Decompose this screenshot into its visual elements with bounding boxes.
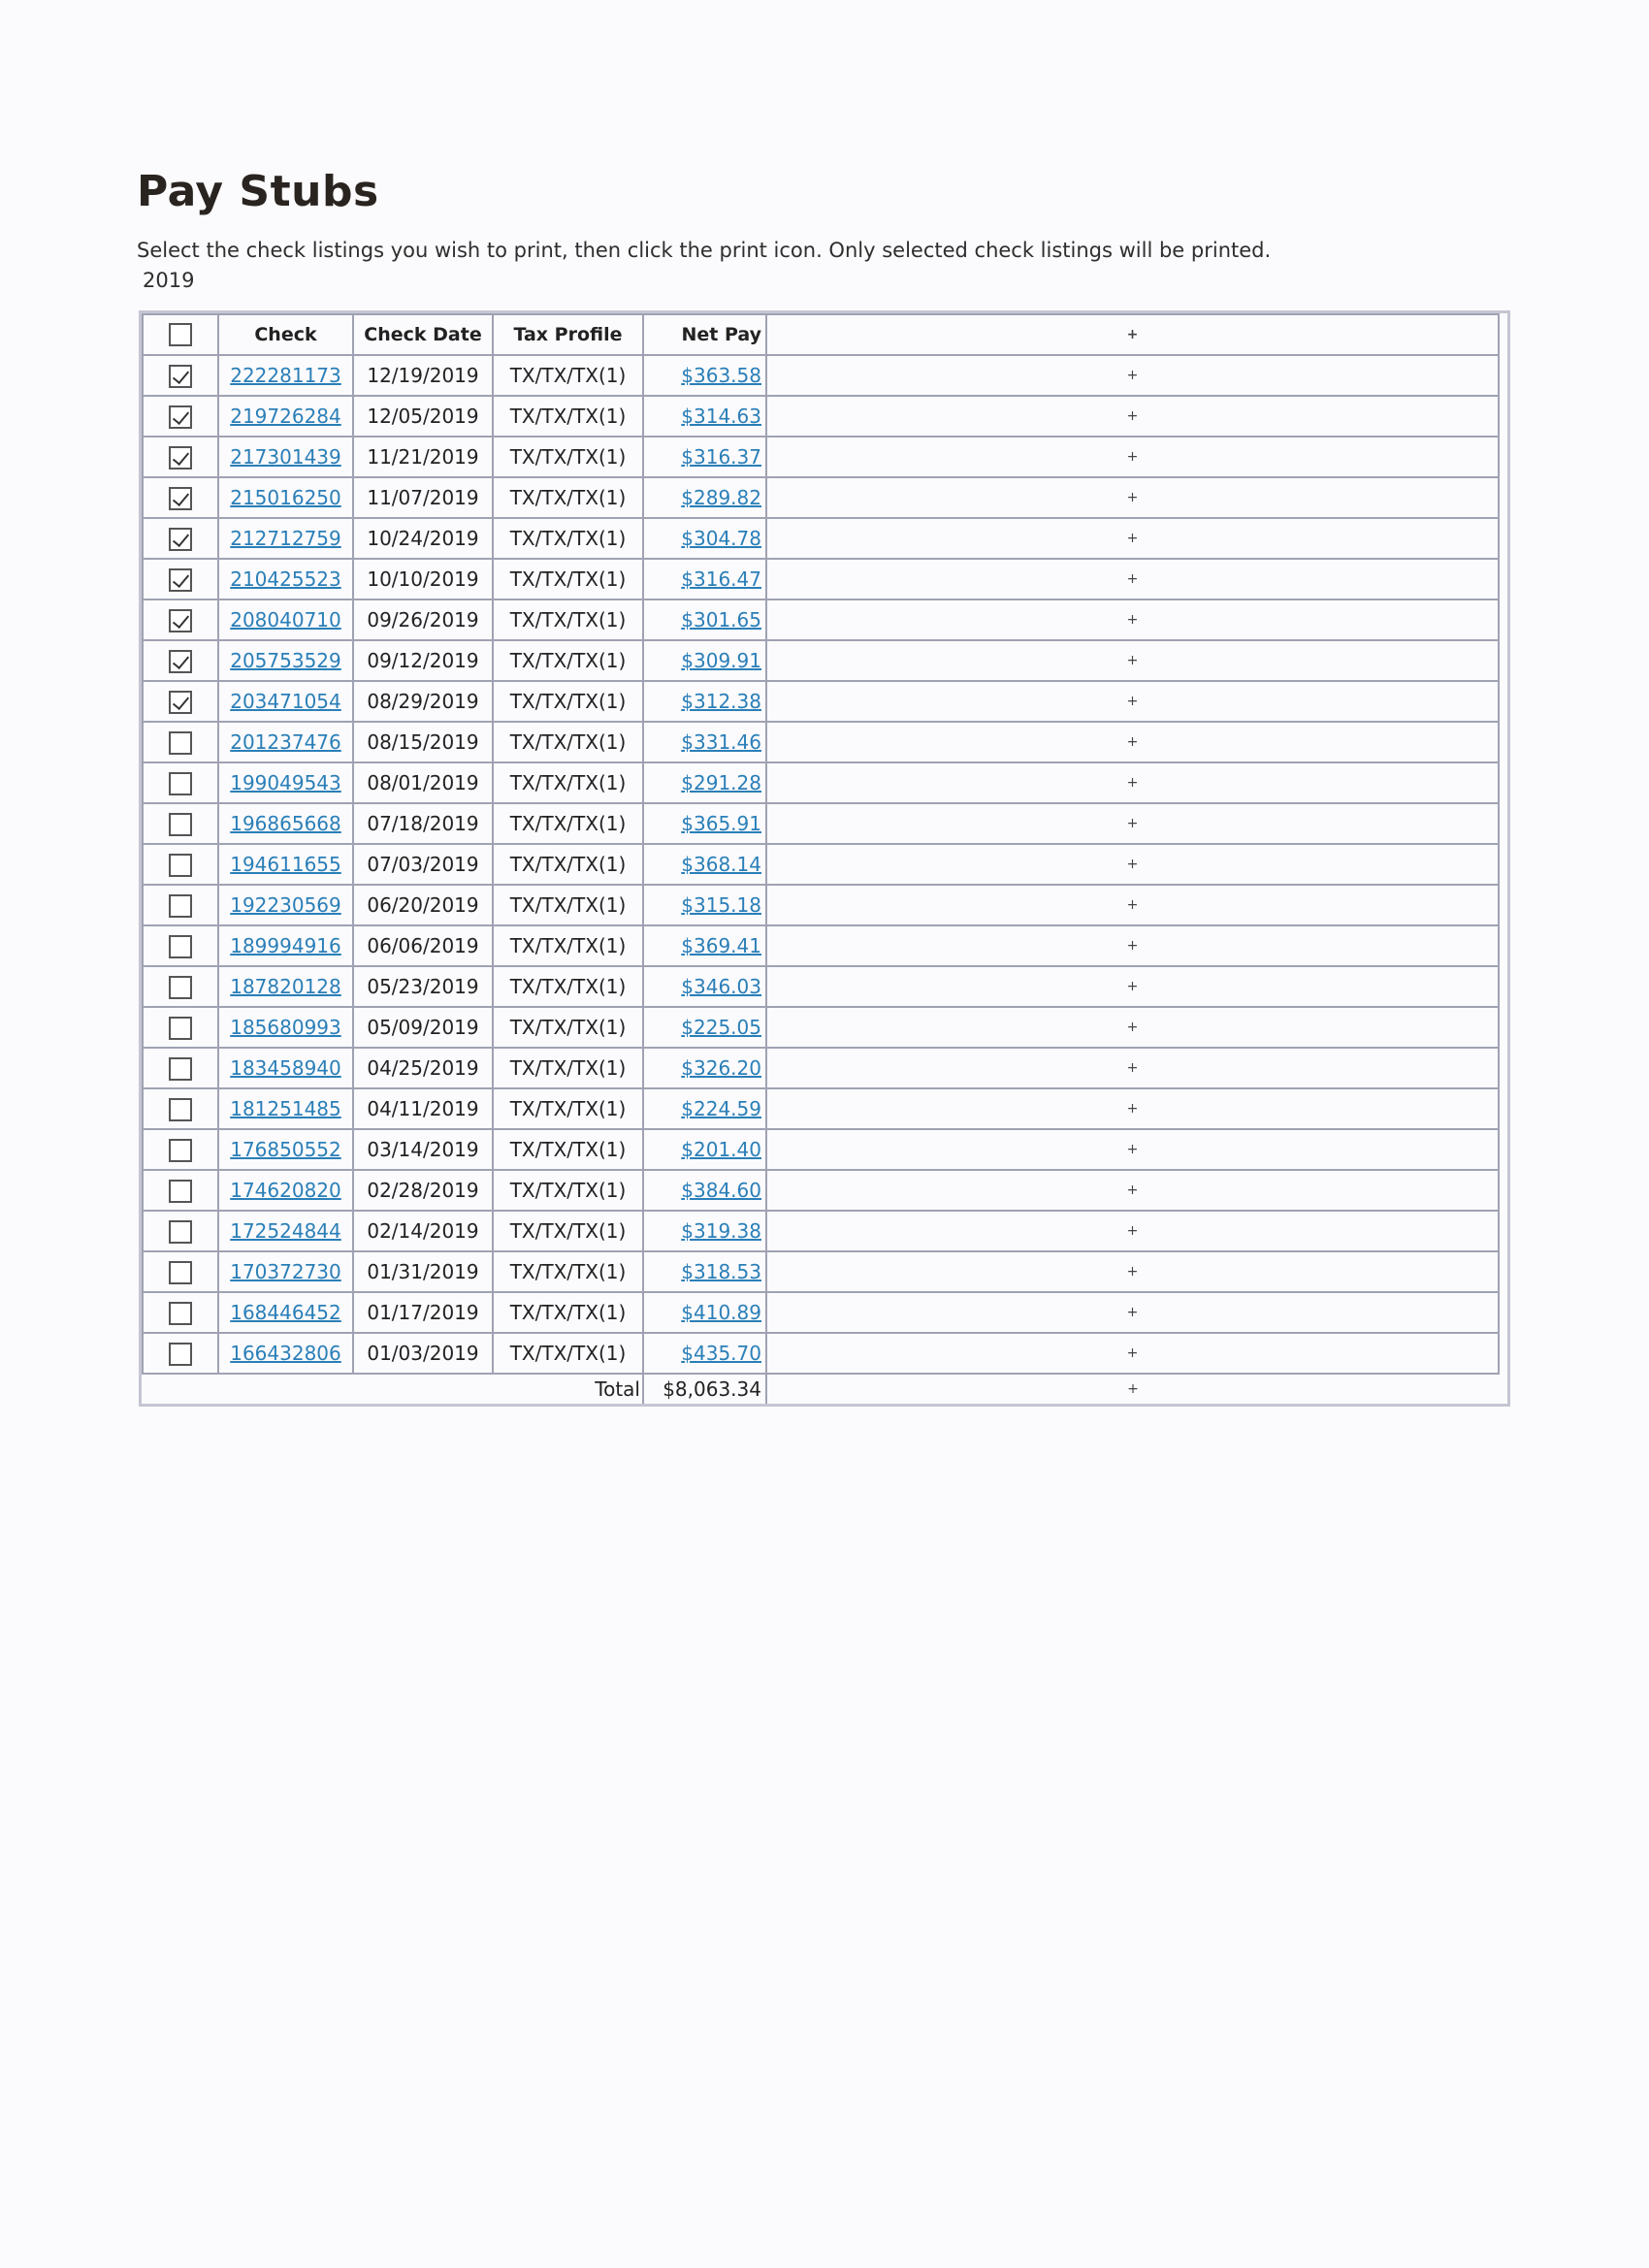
net-pay-link[interactable]: $225.05 bbox=[681, 1016, 761, 1039]
table-row bbox=[143, 640, 1499, 681]
check-number-cell bbox=[218, 1088, 353, 1129]
row-checkbox[interactable] bbox=[169, 1139, 192, 1162]
row-expand-icon[interactable]: + bbox=[766, 559, 1499, 599]
net-pay-cell bbox=[643, 1211, 766, 1251]
tax-profile-cell: TX/TX/TX(1) bbox=[493, 1007, 643, 1048]
table-row bbox=[143, 599, 1499, 640]
check-number-cell bbox=[218, 762, 353, 803]
net-pay-cell bbox=[643, 396, 766, 437]
table-row bbox=[143, 925, 1499, 966]
table-row bbox=[143, 1211, 1499, 1251]
net-pay-link[interactable]: $331.46 bbox=[681, 730, 761, 754]
table-row bbox=[143, 1088, 1499, 1129]
net-pay-link[interactable]: $368.14 bbox=[681, 853, 761, 876]
net-pay-cell bbox=[643, 477, 766, 518]
check-number-link[interactable]: 217301439 bbox=[230, 445, 341, 469]
tax-profile-cell: TX/TX/TX(1) bbox=[493, 1048, 643, 1088]
net-pay-link[interactable]: $312.38 bbox=[681, 690, 761, 713]
row-expand-icon[interactable]: + bbox=[766, 437, 1499, 477]
row-checkbox[interactable] bbox=[169, 894, 192, 918]
tax-profile-cell: TX/TX/TX(1) bbox=[493, 1251, 643, 1292]
row-checkbox[interactable] bbox=[169, 976, 192, 999]
tax-profile-cell: TX/TX/TX(1) bbox=[493, 925, 643, 966]
net-pay-link[interactable]: $384.60 bbox=[681, 1179, 761, 1202]
net-pay-cell bbox=[643, 722, 766, 762]
row-checkbox[interactable] bbox=[169, 813, 192, 836]
row-checkbox[interactable] bbox=[169, 731, 192, 755]
check-number-link[interactable]: 192230569 bbox=[230, 893, 341, 917]
check-number-link[interactable]: 201237476 bbox=[230, 730, 341, 754]
table-row bbox=[143, 762, 1499, 803]
check-date-cell: 02/14/2019 bbox=[353, 1211, 493, 1251]
check-number-link[interactable]: 187820128 bbox=[230, 975, 341, 998]
net-pay-cell bbox=[643, 762, 766, 803]
row-select-cell bbox=[143, 1333, 218, 1374]
row-expand-icon[interactable]: + bbox=[766, 1211, 1499, 1251]
check-date-cell: 11/21/2019 bbox=[353, 437, 493, 477]
row-select-cell bbox=[143, 1211, 218, 1251]
check-number-link[interactable]: 212712759 bbox=[230, 527, 341, 550]
row-expand-icon[interactable]: + bbox=[766, 681, 1499, 722]
check-date-cell: 05/23/2019 bbox=[353, 966, 493, 1007]
table-row bbox=[143, 844, 1499, 885]
row-checkbox[interactable] bbox=[169, 650, 192, 673]
net-pay-link[interactable]: $201.40 bbox=[681, 1138, 761, 1161]
row-select-cell bbox=[143, 355, 218, 396]
net-pay-cell bbox=[643, 355, 766, 396]
row-expand-icon[interactable]: + bbox=[766, 1088, 1499, 1129]
tax-profile-cell: TX/TX/TX(1) bbox=[493, 681, 643, 722]
row-checkbox[interactable] bbox=[169, 528, 192, 551]
net-pay-cell bbox=[643, 681, 766, 722]
row-expand-icon[interactable]: + bbox=[766, 355, 1499, 396]
net-pay-link[interactable]: $363.58 bbox=[681, 364, 761, 387]
tax-profile-cell: TX/TX/TX(1) bbox=[493, 477, 643, 518]
net-pay-cell bbox=[643, 925, 766, 966]
check-date-cell: 03/14/2019 bbox=[353, 1129, 493, 1170]
row-checkbox[interactable] bbox=[169, 487, 192, 510]
table-row bbox=[143, 1129, 1499, 1170]
total-row bbox=[143, 1374, 1499, 1404]
year-label: 2019 bbox=[143, 269, 195, 292]
tax-profile-cell: TX/TX/TX(1) bbox=[493, 966, 643, 1007]
table-row bbox=[143, 518, 1499, 559]
row-select-cell bbox=[143, 844, 218, 885]
row-expand-icon[interactable]: + bbox=[766, 1170, 1499, 1211]
total-value: $8,063.34 bbox=[643, 1374, 766, 1404]
row-expand-icon[interactable]: + bbox=[766, 966, 1499, 1007]
row-select-cell bbox=[143, 1048, 218, 1088]
check-number-link[interactable]: 215016250 bbox=[230, 486, 341, 509]
tax-profile-cell: TX/TX/TX(1) bbox=[493, 1170, 643, 1211]
row-checkbox[interactable] bbox=[169, 1098, 192, 1121]
net-pay-cell bbox=[643, 1007, 766, 1048]
check-date-cell: 04/11/2019 bbox=[353, 1088, 493, 1129]
net-pay-link[interactable]: $369.41 bbox=[681, 934, 761, 957]
row-checkbox[interactable] bbox=[169, 1220, 192, 1244]
check-number-link[interactable]: 174620820 bbox=[230, 1179, 341, 1202]
row-checkbox[interactable] bbox=[169, 365, 192, 388]
check-date-cell: 01/17/2019 bbox=[353, 1292, 493, 1333]
check-number-cell bbox=[218, 1007, 353, 1048]
check-date-cell: 02/28/2019 bbox=[353, 1170, 493, 1211]
check-number-cell bbox=[218, 396, 353, 437]
row-select-cell bbox=[143, 396, 218, 437]
header-expand-icon[interactable]: + bbox=[766, 314, 1499, 355]
table-row bbox=[143, 1007, 1499, 1048]
check-number-cell bbox=[218, 437, 353, 477]
check-number-cell bbox=[218, 559, 353, 599]
net-pay-link[interactable]: $365.91 bbox=[681, 812, 761, 835]
row-checkbox[interactable] bbox=[169, 854, 192, 877]
check-date-cell: 12/05/2019 bbox=[353, 396, 493, 437]
row-select-cell bbox=[143, 518, 218, 559]
tax-profile-cell: TX/TX/TX(1) bbox=[493, 1088, 643, 1129]
row-expand-icon[interactable]: + bbox=[766, 518, 1499, 559]
table-row bbox=[143, 477, 1499, 518]
net-pay-link[interactable]: $315.18 bbox=[681, 893, 761, 917]
check-number-cell bbox=[218, 1333, 353, 1374]
row-checkbox[interactable] bbox=[169, 446, 192, 470]
row-expand-icon[interactable]: + bbox=[766, 762, 1499, 803]
check-number-link[interactable]: 183458940 bbox=[230, 1056, 341, 1080]
check-number-cell bbox=[218, 1129, 353, 1170]
tax-profile-cell: TX/TX/TX(1) bbox=[493, 1129, 643, 1170]
row-checkbox[interactable] bbox=[169, 1017, 192, 1040]
tax-profile-cell: TX/TX/TX(1) bbox=[493, 437, 643, 477]
check-number-cell bbox=[218, 925, 353, 966]
check-number-link[interactable]: 168446452 bbox=[230, 1301, 341, 1324]
header-net-pay[interactable]: Net Pay bbox=[643, 314, 766, 355]
check-date-cell: 09/26/2019 bbox=[353, 599, 493, 640]
row-checkbox[interactable] bbox=[169, 1343, 192, 1366]
row-expand-icon[interactable]: + bbox=[766, 640, 1499, 681]
net-pay-cell bbox=[643, 1048, 766, 1088]
row-expand-icon[interactable]: + bbox=[766, 925, 1499, 966]
table-row bbox=[143, 885, 1499, 925]
row-checkbox[interactable] bbox=[169, 609, 192, 632]
net-pay-cell bbox=[643, 559, 766, 599]
tax-profile-cell: TX/TX/TX(1) bbox=[493, 640, 643, 681]
check-number-cell bbox=[218, 355, 353, 396]
check-date-cell: 07/03/2019 bbox=[353, 844, 493, 885]
check-date-cell: 08/01/2019 bbox=[353, 762, 493, 803]
row-expand-icon[interactable]: + bbox=[766, 1333, 1499, 1374]
net-pay-link[interactable]: $319.38 bbox=[681, 1219, 761, 1243]
tax-profile-cell: TX/TX/TX(1) bbox=[493, 762, 643, 803]
row-expand-icon[interactable]: + bbox=[766, 1251, 1499, 1292]
row-select-cell bbox=[143, 803, 218, 844]
check-number-cell bbox=[218, 1292, 353, 1333]
check-number-cell bbox=[218, 518, 353, 559]
net-pay-cell bbox=[643, 1251, 766, 1292]
check-date-cell: 01/31/2019 bbox=[353, 1251, 493, 1292]
net-pay-cell bbox=[643, 437, 766, 477]
net-pay-cell bbox=[643, 1170, 766, 1211]
tax-profile-cell: TX/TX/TX(1) bbox=[493, 844, 643, 885]
table-row bbox=[143, 681, 1499, 722]
row-expand-icon[interactable]: + bbox=[766, 477, 1499, 518]
row-select-cell bbox=[143, 559, 218, 599]
row-checkbox[interactable] bbox=[169, 772, 192, 795]
row-select-cell bbox=[143, 762, 218, 803]
row-select-cell bbox=[143, 1170, 218, 1211]
row-expand-icon[interactable]: + bbox=[766, 885, 1499, 925]
net-pay-link[interactable]: $309.91 bbox=[681, 649, 761, 672]
row-select-cell bbox=[143, 1292, 218, 1333]
row-select-cell bbox=[143, 925, 218, 966]
header-check[interactable]: Check bbox=[218, 314, 353, 355]
check-number-link[interactable]: 172524844 bbox=[230, 1219, 341, 1243]
page-title: Pay Stubs bbox=[137, 167, 379, 216]
tax-profile-cell: TX/TX/TX(1) bbox=[493, 1211, 643, 1251]
net-pay-link[interactable]: $291.28 bbox=[681, 771, 761, 794]
net-pay-cell bbox=[643, 966, 766, 1007]
check-number-link[interactable]: 194611655 bbox=[230, 853, 341, 876]
check-date-cell: 06/20/2019 bbox=[353, 885, 493, 925]
check-date-cell: 09/12/2019 bbox=[353, 640, 493, 681]
header-check-date[interactable]: Check Date bbox=[353, 314, 493, 355]
check-date-cell: 08/29/2019 bbox=[353, 681, 493, 722]
net-pay-cell bbox=[643, 844, 766, 885]
net-pay-cell bbox=[643, 640, 766, 681]
row-select-cell bbox=[143, 437, 218, 477]
table-row bbox=[143, 559, 1499, 599]
tax-profile-cell: TX/TX/TX(1) bbox=[493, 396, 643, 437]
net-pay-cell bbox=[643, 599, 766, 640]
tax-profile-cell: TX/TX/TX(1) bbox=[493, 803, 643, 844]
table-row bbox=[143, 1170, 1499, 1211]
net-pay-link[interactable]: $435.70 bbox=[681, 1342, 761, 1365]
tax-profile-cell: TX/TX/TX(1) bbox=[493, 518, 643, 559]
check-number-link[interactable]: 189994916 bbox=[230, 934, 341, 957]
tax-profile-cell: TX/TX/TX(1) bbox=[493, 722, 643, 762]
check-number-cell bbox=[218, 966, 353, 1007]
pay-stubs-table bbox=[139, 310, 1510, 1407]
row-select-cell bbox=[143, 599, 218, 640]
check-number-cell bbox=[218, 722, 353, 762]
check-number-link[interactable]: 203471054 bbox=[230, 690, 341, 713]
row-checkbox[interactable] bbox=[169, 1180, 192, 1203]
check-number-link[interactable]: 222281173 bbox=[230, 364, 341, 387]
row-checkbox[interactable] bbox=[169, 1261, 192, 1284]
check-number-cell bbox=[218, 1170, 353, 1211]
net-pay-cell bbox=[643, 1292, 766, 1333]
table-row bbox=[143, 437, 1499, 477]
net-pay-cell bbox=[643, 1333, 766, 1374]
tax-profile-cell: TX/TX/TX(1) bbox=[493, 1292, 643, 1333]
check-number-link[interactable]: 170372730 bbox=[230, 1260, 341, 1283]
check-date-cell: 06/06/2019 bbox=[353, 925, 493, 966]
check-number-link[interactable]: 185680993 bbox=[230, 1016, 341, 1039]
check-date-cell: 04/25/2019 bbox=[353, 1048, 493, 1088]
table-row bbox=[143, 803, 1499, 844]
net-pay-cell bbox=[643, 1088, 766, 1129]
net-pay-cell bbox=[643, 518, 766, 559]
row-select-cell bbox=[143, 1088, 218, 1129]
check-date-cell: 08/15/2019 bbox=[353, 722, 493, 762]
net-pay-link[interactable]: $316.47 bbox=[681, 567, 761, 591]
table-row bbox=[143, 1333, 1499, 1374]
check-date-cell: 11/07/2019 bbox=[353, 477, 493, 518]
instructions-text: Select the check listings you wish to print, then click the print icon. Only selected check listings will be printed. bbox=[137, 239, 1272, 262]
row-select-cell bbox=[143, 885, 218, 925]
total-label: Total bbox=[143, 1374, 643, 1404]
table-row bbox=[143, 1048, 1499, 1088]
net-pay-link[interactable]: $314.63 bbox=[681, 405, 761, 428]
net-pay-link[interactable]: $224.59 bbox=[681, 1097, 761, 1120]
check-date-cell: 01/03/2019 bbox=[353, 1333, 493, 1374]
check-number-cell bbox=[218, 1211, 353, 1251]
check-number-cell bbox=[218, 681, 353, 722]
row-select-cell bbox=[143, 1129, 218, 1170]
net-pay-cell bbox=[643, 1129, 766, 1170]
net-pay-link[interactable]: $301.65 bbox=[681, 608, 761, 632]
row-expand-icon[interactable]: + bbox=[766, 396, 1499, 437]
check-number-link[interactable]: 205753529 bbox=[230, 649, 341, 672]
row-checkbox[interactable] bbox=[169, 935, 192, 958]
net-pay-link[interactable]: $289.82 bbox=[681, 486, 761, 509]
net-pay-cell bbox=[643, 885, 766, 925]
row-select-cell bbox=[143, 1251, 218, 1292]
net-pay-link[interactable]: $318.53 bbox=[681, 1260, 761, 1283]
row-select-cell bbox=[143, 681, 218, 722]
check-date-cell: 05/09/2019 bbox=[353, 1007, 493, 1048]
tax-profile-cell: TX/TX/TX(1) bbox=[493, 355, 643, 396]
check-number-cell bbox=[218, 1048, 353, 1088]
check-date-cell: 10/24/2019 bbox=[353, 518, 493, 559]
check-date-cell: 12/19/2019 bbox=[353, 355, 493, 396]
row-expand-icon[interactable]: + bbox=[766, 1292, 1499, 1333]
check-number-cell bbox=[218, 477, 353, 518]
check-number-cell bbox=[218, 803, 353, 844]
row-expand-icon[interactable]: + bbox=[766, 844, 1499, 885]
check-number-cell bbox=[218, 844, 353, 885]
check-number-link[interactable]: 208040710 bbox=[230, 608, 341, 632]
total-expand-icon[interactable]: + bbox=[766, 1374, 1499, 1404]
table-row bbox=[143, 966, 1499, 1007]
net-pay-link[interactable]: $316.37 bbox=[681, 445, 761, 469]
row-checkbox[interactable] bbox=[169, 691, 192, 714]
net-pay-link[interactable]: $346.03 bbox=[681, 975, 761, 998]
check-number-link[interactable]: 199049543 bbox=[230, 771, 341, 794]
net-pay-link[interactable]: $304.78 bbox=[681, 527, 761, 550]
table-header-row bbox=[143, 314, 1499, 355]
row-select-cell bbox=[143, 477, 218, 518]
select-all-checkbox[interactable] bbox=[169, 323, 192, 346]
tax-profile-cell: TX/TX/TX(1) bbox=[493, 885, 643, 925]
row-select-cell bbox=[143, 640, 218, 681]
row-expand-icon[interactable]: + bbox=[766, 1129, 1499, 1170]
check-number-cell bbox=[218, 599, 353, 640]
check-number-link[interactable]: 166432806 bbox=[230, 1342, 341, 1365]
check-number-cell bbox=[218, 1251, 353, 1292]
tax-profile-cell: TX/TX/TX(1) bbox=[493, 559, 643, 599]
row-checkbox[interactable] bbox=[169, 1302, 192, 1325]
table-row bbox=[143, 355, 1499, 396]
row-checkbox[interactable] bbox=[169, 1057, 192, 1081]
check-date-cell: 10/10/2019 bbox=[353, 559, 493, 599]
table-row bbox=[143, 722, 1499, 762]
check-number-link[interactable]: 196865668 bbox=[230, 812, 341, 835]
row-expand-icon[interactable]: + bbox=[766, 1048, 1499, 1088]
check-number-link[interactable]: 210425523 bbox=[230, 567, 341, 591]
check-number-link[interactable]: 219726284 bbox=[230, 405, 341, 428]
check-number-link[interactable]: 176850552 bbox=[230, 1138, 341, 1161]
row-checkbox[interactable] bbox=[169, 405, 192, 429]
row-select-cell bbox=[143, 1007, 218, 1048]
check-number-link[interactable]: 181251485 bbox=[230, 1097, 341, 1120]
table-row bbox=[143, 396, 1499, 437]
row-expand-icon[interactable]: + bbox=[766, 803, 1499, 844]
row-expand-icon[interactable]: + bbox=[766, 599, 1499, 640]
row-select-cell bbox=[143, 966, 218, 1007]
select-all-cell bbox=[143, 314, 218, 355]
tax-profile-cell: TX/TX/TX(1) bbox=[493, 599, 643, 640]
row-select-cell bbox=[143, 722, 218, 762]
check-number-cell bbox=[218, 885, 353, 925]
net-pay-link[interactable]: $410.89 bbox=[681, 1301, 761, 1324]
row-expand-icon[interactable]: + bbox=[766, 1007, 1499, 1048]
check-date-cell: 07/18/2019 bbox=[353, 803, 493, 844]
check-number-cell bbox=[218, 640, 353, 681]
net-pay-cell bbox=[643, 803, 766, 844]
row-expand-icon[interactable]: + bbox=[766, 722, 1499, 762]
table-row bbox=[143, 1292, 1499, 1333]
header-tax-profile[interactable]: Tax Profile bbox=[493, 314, 643, 355]
table-row bbox=[143, 1251, 1499, 1292]
tax-profile-cell: TX/TX/TX(1) bbox=[493, 1333, 643, 1374]
net-pay-link[interactable]: $326.20 bbox=[681, 1056, 761, 1080]
row-checkbox[interactable] bbox=[169, 568, 192, 592]
